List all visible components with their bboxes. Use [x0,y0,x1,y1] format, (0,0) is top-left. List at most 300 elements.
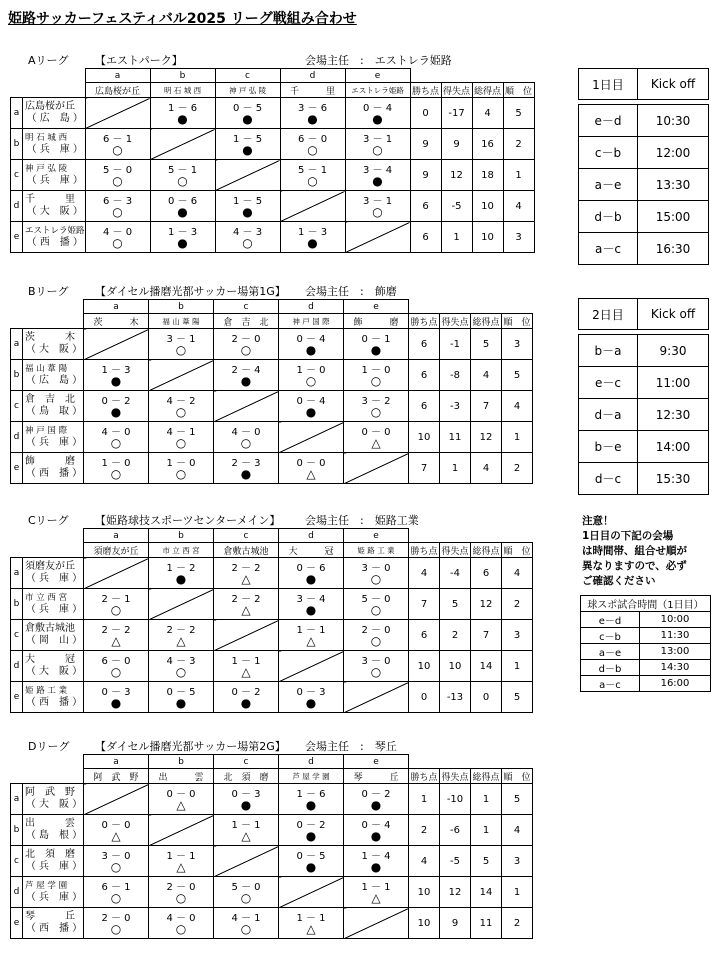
match-result [150,160,215,191]
result-mark: ○ [370,603,382,617]
stat-value: 6 [471,558,502,589]
stat-value: 5 [502,784,533,815]
result-mark: ● [242,112,253,126]
spacer [11,300,23,314]
match-score: 0 － 3 [296,687,326,698]
stat-value: 10 [409,422,440,453]
match-score: 1 － 0 [166,458,196,469]
stat-value: 10 [440,651,471,682]
self-match-cell [279,422,344,453]
stat-value: 16 [472,129,503,160]
match-pairing: d－b [581,660,640,676]
match-result [149,620,214,651]
result-mark: △ [306,634,316,648]
column-team-name: 明 石 城 西 [150,83,215,98]
self-match-cell [344,908,409,939]
match-result [85,160,150,191]
venue-chief-label: 会場主任 [305,740,349,753]
stat-header: 勝ち点 [410,83,441,98]
stat-value: 3 [503,222,534,253]
match-result [345,191,410,222]
column-letter: c [214,529,279,543]
match-result [149,558,214,589]
match-score: 1 － 1 [361,882,391,893]
result-mark: ○ [175,665,187,679]
match-score: 0 － 4 [361,820,391,831]
team-name-text: 琴 丘 [25,911,75,922]
self-match-cell [280,191,345,222]
result-mark: ○ [110,860,122,874]
self-match-cell [84,784,149,815]
self-match-cell [214,620,279,651]
result-mark: ● [177,236,188,250]
kickoff-time: 12:30 [638,399,709,431]
row-letter: a [11,329,23,360]
match-result [279,815,344,846]
match-score: 3 － 1 [362,134,393,145]
spacer [409,300,440,314]
match-pairing: e－d [579,105,638,137]
match-result [279,558,344,589]
match-result [345,160,410,191]
team-name [23,651,84,682]
self-match-cell [279,877,344,908]
spacer [440,755,471,769]
spacer [440,300,471,314]
result-mark: ○ [305,374,317,388]
stat-value: -8 [440,360,471,391]
self-match-cell [279,651,344,682]
column-letter: b [150,69,215,83]
match-score: 2 － 1 [101,594,131,605]
match-score: 5 － 0 [361,594,391,605]
match-result [84,908,149,939]
stat-value: 4 [502,391,533,422]
result-mark: △ [111,829,121,843]
self-match-cell [214,846,279,877]
match-score: 0 － 2 [361,789,391,800]
team-name-text: 姫 路 工 業 [25,686,68,696]
column-letter: b [149,755,214,769]
chief-name: 飾磨 [374,285,397,298]
self-match-cell [150,129,215,160]
match-score: 0 － 3 [231,789,261,800]
match-result [214,682,279,713]
team-prefecture: （ 広 島 ） [26,113,83,124]
result-mark: ● [240,467,252,481]
column-letter: a [84,755,149,769]
match-result [149,877,214,908]
stat-value: 1 [471,815,502,846]
spacer [23,769,84,784]
match-score: 4 － 2 [166,396,196,407]
result-mark: ○ [240,343,252,357]
stat-value: 7 [409,453,440,484]
result-mark: ● [307,112,318,126]
match-result [279,589,344,620]
match-result [84,651,149,682]
row-letter: b [11,589,23,620]
team-name-text: 明 石 城 西 [25,133,68,143]
league-venue: 【ダイセル播磨光都サッカー場第1G】 [95,285,286,298]
stat-value: 4 [471,360,502,391]
result-mark: ● [372,174,383,188]
result-mark: △ [176,634,186,648]
kickoff-time: 15:30 [638,463,709,495]
result-mark: ○ [370,634,382,648]
column-team-name: 琴 丘 [344,769,409,784]
team-prefecture: （ 兵 庫 ） [26,175,83,186]
match-result [150,191,215,222]
match-result [280,222,345,253]
column-letter: c [215,69,280,83]
result-mark: ○ [240,436,252,450]
match-score: 6 － 0 [297,134,328,145]
stat-value: 6 [409,391,440,422]
match-result [214,908,279,939]
match-score: 1 － 3 [101,365,131,376]
self-match-cell [85,98,150,129]
match-result [345,98,410,129]
stat-value: 5 [502,682,533,713]
match-score: 0 － 6 [296,563,326,574]
stat-value: 1 [471,784,502,815]
result-mark: ● [110,696,122,710]
match-score: 1 － 1 [231,656,261,667]
column-letter: e [344,755,409,769]
row-letter: a [11,558,23,589]
stat-value: 4 [409,846,440,877]
match-score: 1 － 0 [296,365,326,376]
kickoff-time: 9:30 [638,335,709,367]
result-mark: △ [306,922,316,936]
result-mark: ● [370,798,382,812]
team-prefecture: （ 広 島 ） [25,375,83,386]
match-result [214,589,279,620]
league-chief [305,52,452,68]
column-team-name: エストレラ姫路 [345,83,410,98]
match-result [149,453,214,484]
match-result [214,360,279,391]
match-result [84,815,149,846]
standings-table [10,754,533,939]
match-result [84,391,149,422]
stat-value: 12 [471,589,502,620]
result-mark: ○ [112,205,123,219]
result-mark: △ [241,665,251,679]
column-letter: d [280,69,345,83]
match-result [214,558,279,589]
match-score: 6 － 1 [101,882,131,893]
match-result [149,784,214,815]
match-pairing: c－b [579,137,638,169]
result-mark: ● [305,829,317,843]
result-mark: △ [241,603,251,617]
match-pairing: e－c [579,367,638,399]
kickoff-time: 10:30 [638,105,709,137]
match-score: 2 － 0 [361,625,391,636]
match-time: 16:00 [640,676,711,692]
match-result [85,222,150,253]
match-score: 0 － 2 [231,687,261,698]
colon: : [360,514,364,527]
spacer [11,529,23,543]
team-prefecture: （ 西 播 ） [25,697,83,708]
match-result [150,222,215,253]
match-score: 4 － 0 [101,427,131,438]
stat-value: 2 [502,589,533,620]
spacer [471,300,502,314]
match-time: 13:00 [640,644,711,660]
chief-name: 琴丘 [374,740,397,753]
stat-value: -5 [441,191,472,222]
stat-value: -13 [440,682,471,713]
stat-value: 5 [503,98,534,129]
stat-value: 5 [471,846,502,877]
match-score: 0 － 4 [362,103,393,114]
match-result [344,877,409,908]
result-mark: ○ [175,405,187,419]
match-result [344,391,409,422]
match-score: 0 － 5 [166,687,196,698]
stat-value: 1 [502,651,533,682]
match-time: 14:30 [640,660,711,676]
stat-value: 5 [440,589,471,620]
stat-header: 総得点 [471,314,502,329]
column-letter: b [149,300,214,314]
match-score: 0 － 6 [167,196,198,207]
result-mark: ○ [175,343,187,357]
match-result [279,784,344,815]
match-result [344,846,409,877]
team-prefecture: （ 兵 庫 ） [26,144,83,155]
spacer [23,543,84,558]
match-pairing: a－e [579,169,638,201]
match-score: 0 － 1 [361,334,391,345]
column-letter: d [279,529,344,543]
team-name [23,815,84,846]
column-letter: c [214,755,279,769]
match-result [345,129,410,160]
row-letter: b [11,129,23,160]
league-venue: 【エストパーク】 [95,54,183,67]
result-mark: △ [176,798,186,812]
self-match-cell [214,391,279,422]
spacer [11,543,23,558]
match-result [279,453,344,484]
team-name [23,98,86,129]
column-team-name: 神 戸 国 際 [279,314,344,329]
result-mark: ● [110,405,122,419]
team-name [23,682,84,713]
column-team-name: 大 冠 [279,543,344,558]
stat-value: 1 [441,222,472,253]
stat-value: 11 [471,908,502,939]
row-letter: d [11,191,23,222]
match-score: 4 － 0 [166,913,196,924]
stat-value: 2 [502,453,533,484]
team-name [23,360,84,391]
spacer [11,69,23,83]
spacer [502,529,533,543]
spacer [23,69,86,83]
standings-table [10,528,533,713]
match-result [214,422,279,453]
result-mark: ○ [110,467,122,481]
team-name [23,160,86,191]
match-result [149,846,214,877]
match-pairing: a－e [581,644,640,660]
team-name-text: 茨 木 [25,332,75,343]
venue-chief-label: 会場主任 [305,285,349,298]
notice-line: ご確認ください [582,575,656,587]
self-match-cell [345,222,410,253]
match-score: 1 － 1 [166,851,196,862]
result-mark: ● [242,205,253,219]
match-pairing: a－c [579,233,638,265]
self-match-cell [84,329,149,360]
match-result [280,98,345,129]
match-score: 0 － 0 [101,820,131,831]
stat-value: 4 [503,191,534,222]
match-score: 2 － 0 [166,882,196,893]
stat-value: 12 [471,422,502,453]
team-prefecture: （ 兵 庫 ） [25,604,83,615]
result-mark: ● [305,603,317,617]
notice-line: は時間帯、組合せ順が [582,545,687,557]
stat-value: 0 [410,98,441,129]
result-mark: ○ [175,436,187,450]
stat-value: 10 [409,908,440,939]
match-result [214,784,279,815]
team-name-text: 阿 武 野 [25,787,75,798]
stat-header: 順 位 [502,314,533,329]
match-score: 3 － 4 [296,594,326,605]
team-prefecture: （ 西 播 ） [26,237,83,248]
match-result [214,877,279,908]
stat-value: 3 [502,846,533,877]
stat-value: 4 [471,453,502,484]
kickoff-label: Kick off [638,299,709,330]
kickoff-time: 12:00 [638,137,709,169]
spacer [11,755,23,769]
match-pairing: d－a [579,399,638,431]
row-letter: c [11,846,23,877]
match-score: 0 － 0 [296,458,326,469]
stat-header: 総得点 [471,769,502,784]
match-score: 0 － 4 [296,334,326,345]
column-team-name: 広島桜が丘 [85,83,150,98]
match-score: 1 － 3 [167,227,198,238]
match-score: 1 － 6 [167,103,198,114]
stat-value: 5 [471,329,502,360]
result-mark: ● [370,860,382,874]
stat-value: -3 [440,391,471,422]
match-result [344,784,409,815]
stat-value: 1 [502,877,533,908]
self-match-cell [84,558,149,589]
stat-value: 1 [409,784,440,815]
team-name [23,129,86,160]
league-name: Cリーグ [28,514,69,527]
row-letter: a [11,98,23,129]
spacer [23,300,84,314]
match-score: 5 － 0 [231,882,261,893]
result-mark: ○ [177,174,188,188]
column-team-name: 千 里 [280,83,345,98]
notice [582,514,687,589]
match-score: 1 － 1 [296,625,326,636]
match-result [344,329,409,360]
result-mark: ○ [370,572,382,586]
league-b [0,283,575,513]
match-result [149,651,214,682]
result-mark: ○ [240,922,252,936]
team-prefecture: （ 西 播 ） [25,923,83,934]
result-mark: ● [305,798,317,812]
team-prefecture: （ 島 根 ） [25,830,83,841]
day-label: 1日目 [579,69,638,100]
result-mark: △ [306,467,316,481]
match-result [344,651,409,682]
kickoff-time: 11:00 [638,367,709,399]
stat-value: 0 [471,682,502,713]
column-team-name: 神 戸 弘 陵 [215,83,280,98]
league-chief [305,283,397,299]
result-mark: △ [176,860,186,874]
notice-line: 1日目の下記の会場 [582,530,674,542]
match-score: 2 － 4 [231,365,261,376]
match-result [149,908,214,939]
league-chief [305,738,397,754]
result-mark: ○ [372,143,383,157]
stat-header: 得失点 [441,83,472,98]
match-time: 10:00 [640,612,711,628]
row-letter: c [11,391,23,422]
stat-header: 得失点 [440,314,471,329]
stat-value: 5 [502,360,533,391]
notice-line: 異なりますので、必ず [582,560,687,572]
row-letter: b [11,360,23,391]
match-result [215,129,280,160]
result-mark: ○ [240,891,252,905]
team-name-text: 福 山 葦 陽 [25,364,68,374]
result-mark: ● [177,112,188,126]
column-letter: d [279,300,344,314]
column-letter: e [344,529,409,543]
match-result [344,815,409,846]
match-result [344,620,409,651]
match-score: 1 － 4 [361,851,391,862]
stat-value: 2 [409,815,440,846]
stat-value: 3 [502,329,533,360]
row-letter: e [11,682,23,713]
column-letter: d [279,755,344,769]
match-result [214,815,279,846]
league-a [0,52,575,282]
result-mark: ○ [175,891,187,905]
league-c [0,512,575,742]
column-letter: a [84,300,149,314]
result-mark: ○ [175,467,187,481]
match-score: 3 － 1 [166,334,196,345]
match-time: 11:30 [640,628,711,644]
match-score: 2 － 2 [231,563,261,574]
row-letter: c [11,160,23,191]
match-score: 4 － 1 [231,913,261,924]
result-mark: ● [175,572,187,586]
team-name-text: 大 冠 [25,654,75,665]
